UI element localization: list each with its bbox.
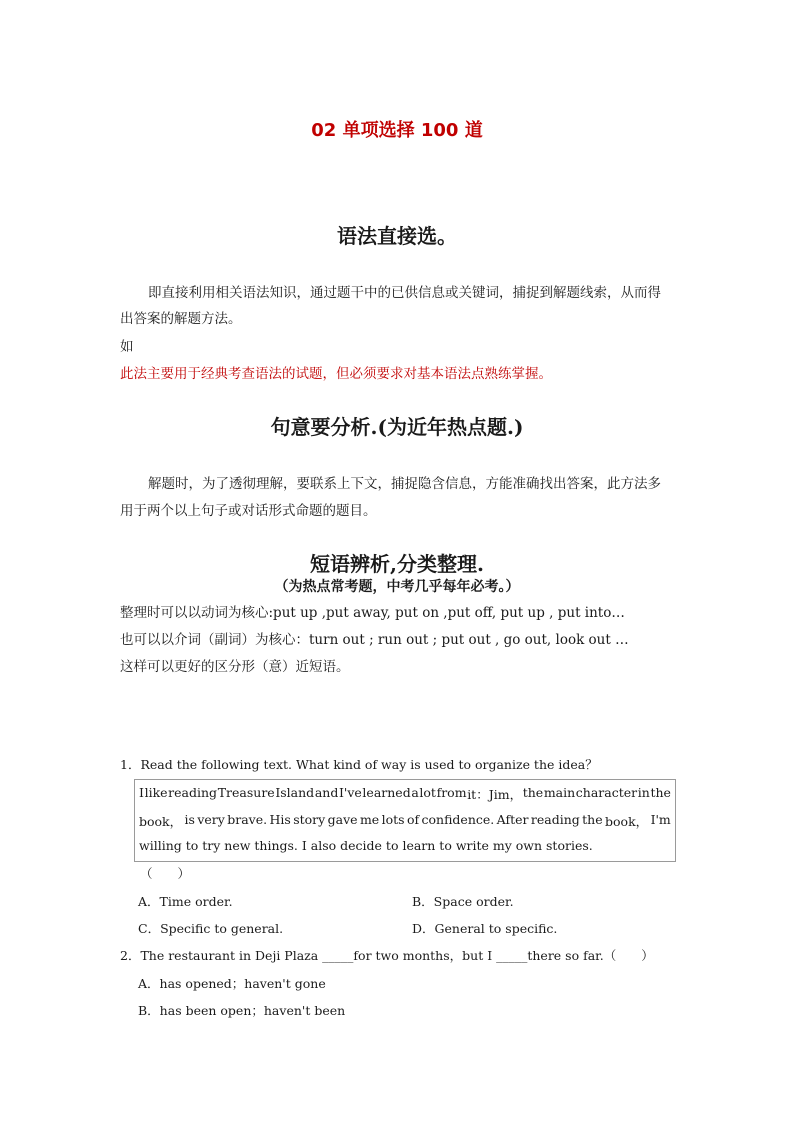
passage-word: is <box>184 812 195 827</box>
question-1-option-c[interactable]: C．Specific to general. <box>138 921 284 936</box>
section-heading-meaning: 句意要分析.(为近年热点题.) <box>270 415 524 439</box>
passage-word: the <box>582 812 603 827</box>
section3-line2: 也可以以介词（副词）为核心：turn out ; run out ; put out , go out, look out … <box>120 632 629 648</box>
document-title: 02 单项选择 100 道 <box>311 120 483 141</box>
question-2-stem: 2．The restaurant in Deji Plaza _____for two months，but I _____there so far.（ ） <box>120 948 654 963</box>
passage-word: learned <box>362 785 411 800</box>
passage-word: like <box>144 785 168 800</box>
passage-word: I've <box>338 785 362 800</box>
passage-word: brave. <box>227 812 268 827</box>
question-1-option-b[interactable]: B．Space order. <box>412 894 514 909</box>
passage-word: from <box>436 785 467 800</box>
section3-line3: 这样可以更好的区分形（意）近短语。 <box>120 659 350 675</box>
passage-word: confidence. <box>421 812 495 827</box>
passage-word: lot <box>419 785 436 800</box>
section2-paragraph-line2: 用于两个以上句子或对话形式命题的题目。 <box>120 503 377 519</box>
passage-word: story <box>293 812 326 827</box>
passage-word: the <box>650 785 671 800</box>
section3-subheading: （为热点常考题，中考几乎每年必考。） <box>274 579 520 595</box>
passage-word: it：Jim， <box>467 787 523 802</box>
passage-word: book， <box>605 814 649 829</box>
passage-word: gave <box>327 812 358 827</box>
passage-word: main <box>543 785 576 800</box>
passage-word: I <box>139 785 144 800</box>
passage-word: After <box>496 812 529 827</box>
section1-paragraph-line1: 即直接利用相关语法知识，通过题干中的已供信息或关键词，捕捉到解题线索，从而得 <box>148 285 661 301</box>
section1-paragraph-line3: 如 <box>120 339 134 355</box>
passage-line-2 <box>139 812 671 830</box>
question-1-option-a[interactable]: A．Time order. <box>138 894 233 909</box>
passage-word: His <box>269 812 291 827</box>
passage-word: and <box>314 785 339 800</box>
passage-word: lots <box>381 812 405 827</box>
passage-line-3 <box>139 838 671 853</box>
passage-word: reading <box>530 812 580 827</box>
passage-word: of <box>406 812 420 827</box>
passage-word: a <box>411 785 419 800</box>
passage-word: Island <box>275 785 315 800</box>
passage-word: character <box>575 785 638 800</box>
passage-word: very <box>197 812 225 827</box>
passage-word: Treasure <box>217 785 275 800</box>
section2-paragraph-line1: 解题时，为了透彻理解，要联系上下文，捕捉隐含信息，方能准确找出答案，此方法多 <box>148 476 661 492</box>
section1-paragraph-line2: 出答案的解题方法。 <box>120 311 242 327</box>
section-heading-grammar: 语法直接选。 <box>337 224 457 248</box>
passage-line-1 <box>139 785 671 803</box>
passage-word: reading <box>168 785 218 800</box>
section1-red-note: 此法主要用于经典考查语法的试题，但必须要求对基本语法点熟练掌握。 <box>120 366 552 382</box>
passage-word: me <box>359 812 380 827</box>
question-2-option-b[interactable]: B．has been open；haven't been <box>138 1003 346 1018</box>
passage-word: I'm <box>650 812 671 827</box>
question-1-passage-box <box>134 779 676 862</box>
section3-line1: 整理时可以以动词为核心:put up ,put away, put on ,put off, put up , put into… <box>120 605 625 621</box>
question-1-option-d[interactable]: D．General to specific. <box>412 921 558 936</box>
passage-word: in <box>637 785 650 800</box>
question-2-option-a[interactable]: A．has opened；haven't gone <box>138 976 326 991</box>
passage-word: the <box>522 785 544 800</box>
passage-text: willing to try new things. I also decide to learn to write my own stories. <box>139 838 593 853</box>
section-heading-phrases: 短语辨析,分类整理. <box>310 552 484 576</box>
passage-word: book， <box>139 814 183 829</box>
question-1-answer-blank: （ ） <box>140 866 191 881</box>
question-1-stem: 1．Read the following text. What kind of way is used to organize the idea？ <box>120 757 598 772</box>
